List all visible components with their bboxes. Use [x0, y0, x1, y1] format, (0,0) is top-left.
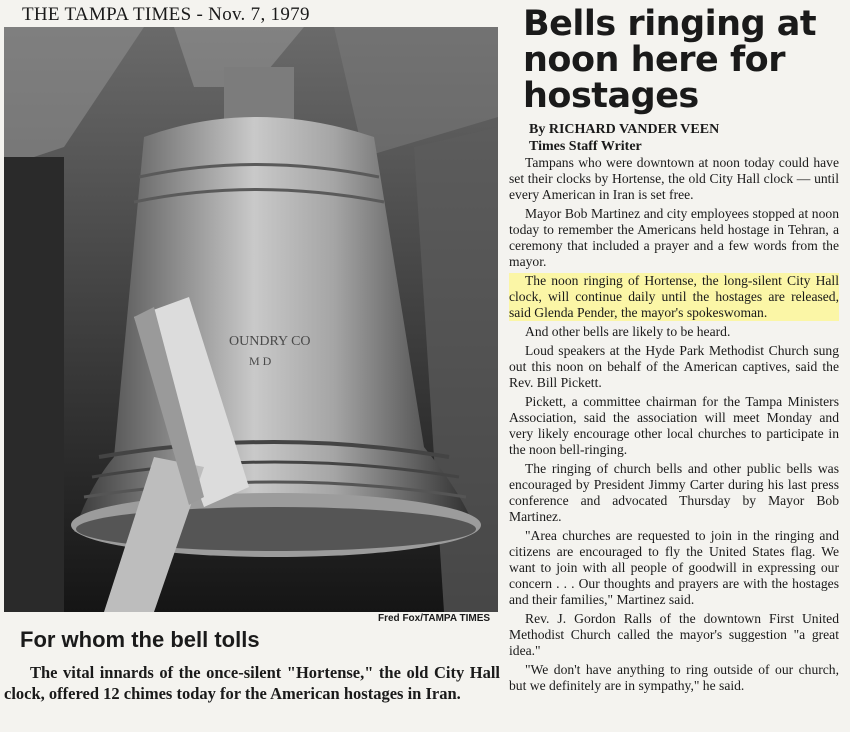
cutline-text: The vital innards of the once-silent "Hortense," the old City Hall clock, offered 12 chimes today for the American hostages in Iran. [4, 663, 500, 703]
article-paragraph: Loud speakers at the Hyde Park Methodist Church sung out this noon on behalf of the American captives, said the Rev. Bill Pickett. [509, 343, 839, 390]
article-paragraph: "We don't have anything to ring outside of our church, but we definitely are in sympathy," he said. [509, 662, 839, 693]
photo-credit: Fred Fox/TAMPA TIMES [378, 613, 491, 624]
article-paragraph: Rev. J. Gordon Ralls of the downtown First United Methodist Church called the mayor's suggestion "a great idea." [509, 611, 839, 658]
bell-inscription-1: OUNDRY CO [229, 334, 311, 349]
dateline: THE TAMPA TIMES - Nov. 7, 1979 [22, 4, 310, 25]
bell-photo [4, 27, 498, 612]
byline [529, 121, 719, 155]
article-paragraph: Mayor Bob Martinez and city employees stopped at noon today to remember the Americans held hostage in Tehran, a ceremony that included a prayer and a few words from the mayor. [509, 206, 839, 269]
highlighted-paragraph: The noon ringing of Hortense, the long-silent City Hall clock, will continue daily until the hostages are released, said Glenda Pender, the mayor's spokeswoman. [509, 273, 839, 320]
article-paragraph: "Area churches are requested to join in the ringing and citizens are encouraged to fly the United States flag. We want to join with all people of goodwill in expressing our concern . . . Our thoughts and prayers are with the hostages and their families," Martinez said. [509, 528, 839, 607]
article-headline: Bells ringing at noon here for hostages [523, 4, 817, 116]
article-body [509, 155, 839, 697]
article-paragraph: The ringing of church bells and other public bells was encouraged by President Jimmy Carter during his last press conference and advocated Thursday by Mayor Bob Martinez. [509, 461, 839, 524]
byline-author: By RICHARD VANDER VEEN [529, 122, 720, 137]
article-paragraph: Tampans who were downtown at noon today could have set their clocks by Hortense, the old City Hall clock — until every American in Iran is set free. [509, 155, 839, 202]
article-paragraph: Pickett, a committee chairman for the Tampa Ministers Association, said the association will meet Monday and very likely encourage other local churches to participate in the noon bell-ringing. [509, 394, 839, 457]
cutline-heading: For whom the bell tolls [20, 627, 260, 652]
article-paragraph: And other bells are likely to be heard. [525, 324, 731, 339]
byline-title: Times Staff Writer [529, 139, 642, 154]
bell-inscription-2: M D [249, 354, 272, 368]
